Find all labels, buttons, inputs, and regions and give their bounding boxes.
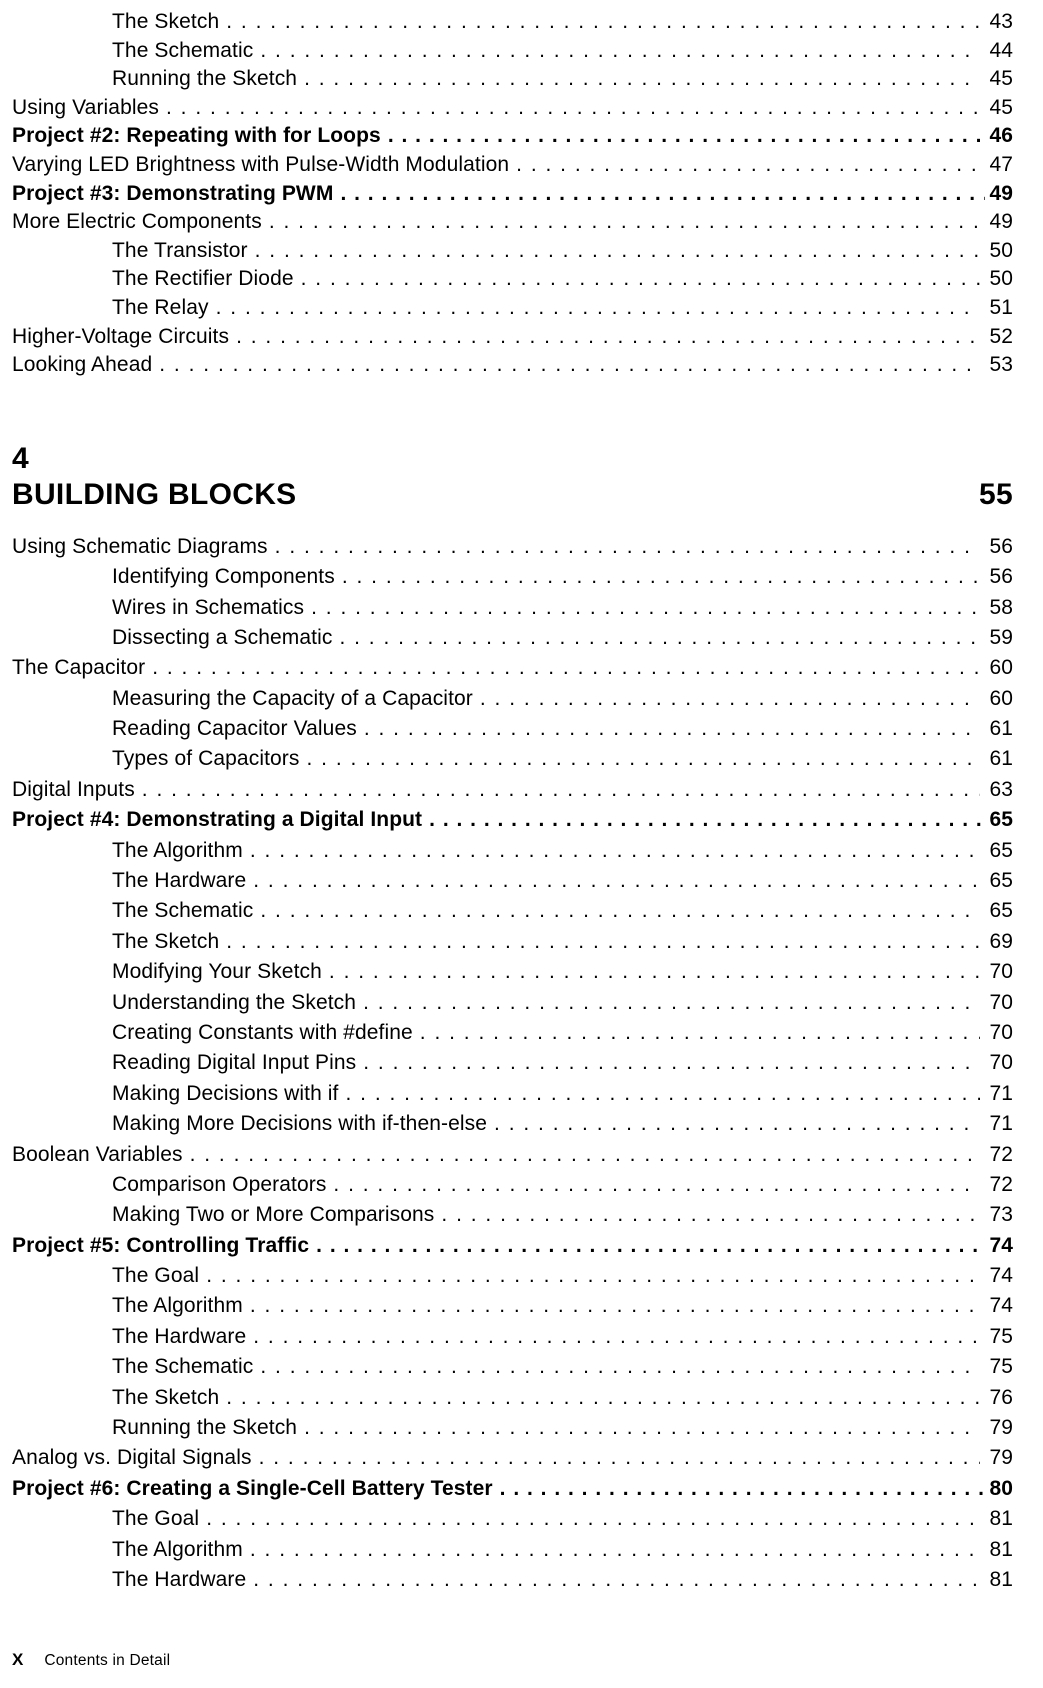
toc-entry-page: 70	[989, 960, 1013, 984]
toc-entry-page: 50	[989, 267, 1013, 291]
toc-entry-page: 53	[989, 353, 1013, 377]
dot-leader	[250, 836, 981, 866]
toc-entry	[12, 957, 1013, 987]
dot-leader	[259, 1443, 981, 1473]
dot-leader	[253, 866, 980, 896]
toc-entry-label: More Electric Components	[12, 210, 262, 234]
toc-entry	[12, 1322, 1013, 1352]
toc-entry-page: 75	[989, 1324, 1013, 1348]
toc-entry-page: 50	[989, 238, 1013, 262]
toc-entry-label: Reading Digital Input Pins	[112, 1051, 357, 1075]
dot-leader	[301, 265, 981, 294]
toc-entry-label: Wires in Schematics	[112, 595, 305, 619]
dot-leader	[364, 714, 981, 744]
toc-entry	[12, 593, 1013, 623]
toc-entry	[12, 1443, 1013, 1473]
toc-entry	[12, 1261, 1013, 1291]
toc-entry-page: 71	[989, 1081, 1013, 1105]
toc-entry-label: Running the Sketch	[112, 1416, 298, 1440]
toc-entry-label: The Schematic	[112, 1355, 254, 1379]
toc-entry	[12, 208, 1013, 237]
toc-entry-page: 71	[989, 1112, 1013, 1136]
chapter-title: BUILDING BLOCKS	[12, 477, 297, 511]
toc-entry-label: Analog vs. Digital Signals	[12, 1446, 252, 1470]
toc-entry-label: Varying LED Brightness with Pulse-Width Modulation	[12, 152, 510, 176]
toc-entry	[12, 623, 1013, 653]
toc-entry	[12, 927, 1013, 957]
chapter-number: 4	[12, 441, 29, 475]
dot-leader	[339, 623, 980, 653]
toc-entry	[12, 1048, 1013, 1078]
toc-block-top	[12, 8, 1013, 380]
toc-entry-label: Project #6: Creating a Single-Cell Battery Tester	[12, 1476, 493, 1500]
toc-entry-label: Making Two or More Comparisons	[112, 1203, 435, 1227]
toc-entry-label: Identifying Components	[112, 565, 335, 589]
dot-leader	[304, 1413, 980, 1443]
toc-entry	[12, 775, 1013, 805]
toc-entry-project	[12, 805, 1013, 835]
dot-leader	[500, 1474, 986, 1504]
toc-entry	[12, 1413, 1013, 1443]
toc-entry-page: 79	[989, 1416, 1013, 1440]
toc-block-chapter4	[12, 532, 1013, 1596]
toc-entry-label: The Algorithm	[112, 1294, 243, 1318]
toc-entry-label: The Capacitor	[12, 656, 146, 680]
dot-leader	[329, 957, 981, 987]
dot-leader	[226, 8, 980, 37]
toc-entry-page: 43	[989, 10, 1013, 33]
dot-leader	[363, 988, 980, 1018]
toc-entry-page: 79	[989, 1446, 1013, 1470]
dot-leader	[253, 1565, 980, 1595]
toc-entry	[12, 323, 1013, 352]
dot-leader	[260, 37, 980, 66]
toc-entry-label: The Sketch	[112, 10, 220, 33]
toc-entry-label: The Schematic	[112, 899, 254, 923]
toc-entry-page: 65	[989, 869, 1013, 893]
toc-entry	[12, 896, 1013, 926]
toc-entry-label: Understanding the Sketch	[112, 990, 357, 1014]
toc-entry-page: 81	[989, 1537, 1013, 1561]
toc-entry-page: 45	[989, 67, 1013, 91]
dot-leader	[216, 294, 981, 323]
toc-entry-page: 70	[989, 990, 1013, 1014]
toc-entry-label: Using Variables	[12, 95, 160, 119]
dot-leader	[311, 593, 980, 623]
chapter-page-number: 55	[979, 477, 1013, 511]
toc-entry-label: Reading Capacitor Values	[112, 717, 357, 741]
toc-entry	[12, 836, 1013, 866]
toc-entry	[12, 684, 1013, 714]
toc-entry-label: Making Decisions with if	[112, 1081, 339, 1105]
dot-leader	[420, 1018, 981, 1048]
toc-entry-page: 65	[989, 838, 1013, 862]
dot-leader	[340, 180, 985, 209]
toc-entry	[12, 744, 1013, 774]
toc-entry-page: 60	[989, 686, 1013, 710]
dot-leader	[159, 351, 980, 380]
toc-entry	[12, 8, 1013, 37]
toc-entry-label: The Transistor	[112, 238, 248, 262]
dot-leader	[255, 237, 981, 266]
dot-leader	[269, 208, 981, 237]
toc-entry-page: 58	[989, 595, 1013, 619]
toc-entry	[12, 151, 1013, 180]
toc-entry-page: 74	[989, 1233, 1013, 1257]
toc-entry-page: 70	[989, 1020, 1013, 1044]
toc-entry	[12, 294, 1013, 323]
dot-leader	[494, 1109, 980, 1139]
dot-leader	[429, 805, 985, 835]
toc-entry-project	[12, 180, 1013, 209]
chapter-title-row	[12, 476, 1013, 514]
dot-leader	[206, 1504, 980, 1534]
dot-leader	[333, 1170, 980, 1200]
toc-entry-page: 65	[989, 899, 1013, 923]
toc-entry	[12, 1079, 1013, 1109]
toc-entry-label: Comparison Operators	[112, 1172, 327, 1196]
toc-entry-page: 49	[989, 210, 1013, 234]
toc-entry-page: 60	[989, 656, 1013, 680]
toc-entry	[12, 1291, 1013, 1321]
toc-entry-label: Creating Constants with #define	[112, 1020, 413, 1044]
toc-entry-project	[12, 122, 1013, 151]
dot-leader	[307, 744, 981, 774]
toc-entry-page: 44	[989, 38, 1013, 62]
toc-entry-label: Project #3: Demonstrating PWM	[12, 181, 334, 205]
toc-entry-label: The Rectifier Diode	[112, 267, 294, 291]
dot-leader	[480, 684, 981, 714]
toc-entry-page: 80	[989, 1476, 1013, 1500]
toc-entry-page: 76	[989, 1385, 1013, 1409]
page-footer	[12, 1650, 170, 1670]
toc-entry	[12, 653, 1013, 683]
toc-entry	[12, 562, 1013, 592]
toc-entry-page: 47	[989, 152, 1013, 176]
toc-entry	[12, 1200, 1013, 1230]
toc-entry-page: 61	[989, 717, 1013, 741]
toc-entry	[12, 1018, 1013, 1048]
toc-entry-label: Measuring the Capacity of a Capacitor	[112, 686, 473, 710]
toc-entry-project	[12, 1474, 1013, 1504]
toc-entry	[12, 988, 1013, 1018]
toc-entry-label: The Schematic	[112, 38, 254, 62]
toc-entry-page: 46	[989, 124, 1013, 148]
toc-entry-page: 56	[989, 565, 1013, 589]
toc-entry-label: The Hardware	[112, 869, 247, 893]
toc-entry	[12, 351, 1013, 380]
toc-entry-label: Project #2: Repeating with for Loops	[12, 124, 381, 148]
dot-leader	[316, 1231, 985, 1261]
toc-entry	[12, 1109, 1013, 1139]
dot-leader	[516, 151, 980, 180]
toc-entry-page: 69	[989, 929, 1013, 953]
toc-entry-label: The Algorithm	[112, 1537, 243, 1561]
toc-entry-label: The Goal	[112, 1507, 200, 1531]
toc-entry-label: The Hardware	[112, 1568, 247, 1591]
toc-entry-label: Dissecting a Schematic	[112, 625, 333, 649]
toc-entry	[12, 265, 1013, 294]
toc-entry-label: The Hardware	[112, 1324, 247, 1348]
dot-leader	[250, 1535, 981, 1565]
toc-entry-page: 45	[989, 95, 1013, 119]
dot-leader	[142, 775, 981, 805]
dot-leader	[363, 1048, 980, 1078]
toc-entry-page: 73	[989, 1203, 1013, 1227]
toc-entry-label: Modifying Your Sketch	[112, 960, 322, 984]
dot-leader	[206, 1261, 980, 1291]
toc-entry-project	[12, 1231, 1013, 1261]
toc-entry-page: 63	[989, 777, 1013, 801]
toc-entry-label: Types of Capacitors	[112, 747, 300, 771]
toc-entry	[12, 532, 1013, 562]
toc-entry	[12, 1352, 1013, 1382]
toc-entry-page: 81	[989, 1568, 1013, 1591]
toc-entry-page: 56	[989, 534, 1013, 558]
toc-entry	[12, 1535, 1013, 1565]
toc-entry-page: 65	[989, 808, 1013, 832]
toc-entry-page: 51	[989, 295, 1013, 319]
toc-entry-label: Running the Sketch	[112, 67, 298, 91]
toc-entry	[12, 1140, 1013, 1170]
dot-leader	[226, 1383, 980, 1413]
dot-leader	[190, 1140, 981, 1170]
toc-entry-page: 81	[989, 1507, 1013, 1531]
dot-leader	[236, 323, 980, 352]
toc-entry	[12, 1170, 1013, 1200]
toc-entry-label: Higher-Voltage Circuits	[12, 324, 230, 348]
footer-text: Contents in Detail	[44, 1652, 171, 1669]
toc-entry-label: Project #5: Controlling Traffic	[12, 1233, 310, 1257]
dot-leader	[345, 1079, 980, 1109]
dot-leader	[260, 896, 980, 926]
toc-entry	[12, 1383, 1013, 1413]
toc-entry-label: The Algorithm	[112, 838, 243, 862]
toc-entry-page: 74	[989, 1264, 1013, 1288]
toc-entry-page: 59	[989, 625, 1013, 649]
toc-entry-label: Using Schematic Diagrams	[12, 534, 268, 558]
toc-entry	[12, 237, 1013, 266]
dot-leader	[260, 1352, 980, 1382]
toc-entry-page: 52	[989, 324, 1013, 348]
dot-leader	[275, 532, 981, 562]
toc-entry-label: Digital Inputs	[12, 777, 135, 801]
dot-leader	[304, 65, 980, 94]
toc-entry-label: Making More Decisions with if-then-else	[112, 1112, 488, 1136]
dot-leader	[342, 562, 981, 592]
toc-entry	[12, 1504, 1013, 1534]
toc-entry-label: Looking Ahead	[12, 353, 153, 377]
toc-entry-label: The Sketch	[112, 1385, 220, 1409]
toc-entry	[12, 37, 1013, 66]
toc-entry-page: 72	[989, 1172, 1013, 1196]
toc-entry-label: The Relay	[112, 295, 209, 319]
toc-entry	[12, 94, 1013, 123]
dot-leader	[250, 1291, 981, 1321]
toc-entry-label: The Goal	[112, 1264, 200, 1288]
dot-leader	[152, 653, 980, 683]
footer-page-number: X	[12, 1650, 24, 1669]
toc-entry	[12, 866, 1013, 896]
toc-entry	[12, 1565, 1013, 1595]
toc-entry-label: The Sketch	[112, 929, 220, 953]
toc-entry-label: Project #4: Demonstrating a Digital Input	[12, 808, 423, 832]
toc-entry-page: 49	[989, 181, 1013, 205]
dot-leader	[253, 1322, 980, 1352]
dot-leader	[166, 94, 980, 123]
toc-entry-label: Boolean Variables	[12, 1142, 183, 1166]
dot-leader	[441, 1200, 980, 1230]
dot-leader	[226, 927, 980, 957]
toc-entry-page: 72	[989, 1142, 1013, 1166]
toc-entry-page: 70	[989, 1051, 1013, 1075]
toc-entry-page: 75	[989, 1355, 1013, 1379]
chapter-heading	[12, 442, 1013, 514]
toc-entry	[12, 714, 1013, 744]
toc-entry-page: 74	[989, 1294, 1013, 1318]
toc-entry-page: 61	[989, 747, 1013, 771]
toc-entry	[12, 65, 1013, 94]
dot-leader	[388, 122, 986, 151]
